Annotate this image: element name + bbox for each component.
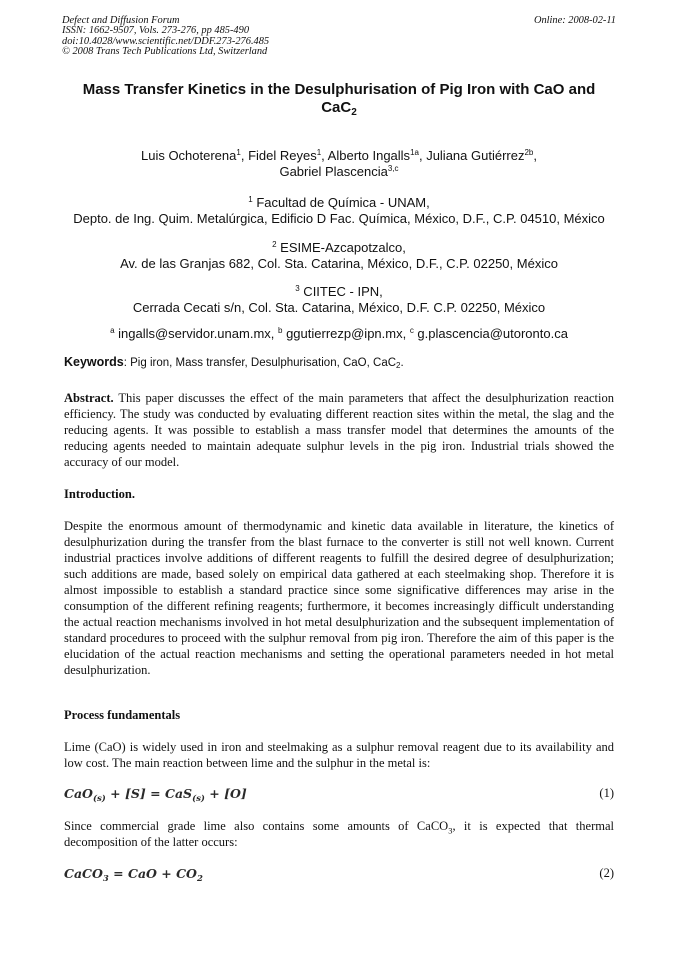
introduction-heading: Introduction. [64, 487, 135, 501]
affiliation-name: Facultad de Química - UNAM, [252, 195, 430, 210]
eq-subscript: 3 [102, 874, 109, 884]
email-address: g.plascencia@utoronto.ca [413, 326, 568, 341]
paper-title [62, 81, 616, 117]
abstract-label: Abstract. [64, 391, 114, 405]
eq-subscript: 2 [196, 874, 203, 884]
affiliation-3 [40, 284, 638, 316]
email-mark: c [409, 326, 414, 335]
author-affil-mark: 1 [316, 148, 322, 157]
eq-term: + [S] = CaS [105, 786, 193, 801]
title-line-1: Mass Transfer Kinetics in the Desulphurisation of Pig Iron with CaO and [82, 81, 596, 98]
equation-2 [64, 866, 614, 886]
introduction-paragraph: Despite the enormous amount of thermodynamic and kinetic data available in literature, the kinetics of desulphurization during the transfer from the blast furnace to the converter is still not well known. Current industrial practices involve additions of different reagents to fulfill the desired degree of desulphurization; such additions are made, based solely on empirical data gathered at each steelmaking shop. Therefore it is almost impossible to establish a standard practice since some significative differences may arise in the consumption of the different refining reagents; furthermore, it becomes increasingly difficult understanding the actual reaction mechanisms involved in hot metal desulphurization and the subsequent implementation of standard procedures to proceed with the sulphur removal from pig iron. Therefore the aim of this paper is the elucidation of the actual reaction mechanisms and setting the operational parameters needed in hot metal desulphurization. [64, 519, 614, 677]
journal-header [62, 16, 616, 58]
journal-name: Defect and Diffusion Forum [62, 15, 180, 26]
affiliation-address: Depto. de Ing. Quim. Metalúrgica, Edificio D Fac. Química, México, D.F., C.P. 04510, México [73, 211, 605, 226]
equation-1-formula [64, 786, 247, 804]
title-subscript: 2 [351, 107, 357, 118]
email-mark: b [278, 326, 283, 335]
paragraph-text: Since commercial grade lime also contains some amounts of CaCO [64, 819, 449, 833]
process-paragraph-1: Lime (CaO) is widely used in iron and steelmaking as a sulphur removal reagent due to its availability and low cost. The main reaction between lime and the sulphur in the metal is: [64, 740, 614, 770]
copyright-line: © 2008 Trans Tech Publications Ltd, Switzerland [62, 46, 268, 58]
email-address: ggutierrezp@ipn.mx, [282, 326, 410, 341]
equation-1-number: (1) [599, 786, 614, 800]
abstract-text: This paper discusses the effect of the main parameters that affect the desulphurization reaction efficiency. The study was conducted by evaluating different reaction sites within the metal, the slag and the reducing agents. It was possible to establish a mass transfer model that determines the amounts of the reducing agents needed to maintain adequate sulphur levels in the pig iron. Industrial trials showed the accuracy of our model. [64, 391, 614, 469]
author-name: , Fidel Reyes [240, 148, 317, 163]
author-list [40, 148, 638, 180]
affiliation-2 [40, 240, 638, 272]
eq-term: = CaO + CO [108, 866, 197, 881]
equation-2-number: (2) [599, 866, 614, 880]
affiliation-name: CIITEC - IPN, [299, 284, 383, 299]
affiliation-address: Cerrada Cecati s/n, Col. Sta. Catarina, México, D.F. C.P. 02250, México [132, 300, 546, 315]
keywords-label: Keywords [64, 355, 124, 369]
affiliation-number: 3 [295, 284, 300, 293]
author-affil-mark: 1a [410, 148, 419, 157]
eq-subscript: (s) [92, 794, 106, 804]
eq-subscript: (s) [192, 794, 205, 804]
author-affil-mark: 1 [236, 148, 241, 157]
keywords-text: : Pig iron, Mass transfer, Desulphurisation, CaO, CaC [123, 357, 397, 369]
affiliation-number: 1 [248, 195, 253, 204]
author-name: Luis Ochoterena [140, 148, 237, 163]
email-list [40, 326, 638, 342]
author-separator: , [533, 148, 537, 163]
keywords-subscript: 2 [396, 361, 401, 370]
eq-term: CaO [64, 786, 93, 801]
email-address: ingalls@servidor.unam.mx, [114, 326, 278, 341]
keywords-line [64, 355, 624, 369]
equation-1 [64, 786, 614, 806]
author-affil-mark: 2b [524, 148, 534, 157]
author-name: Gabriel Plascencia [279, 164, 388, 179]
process-paragraph-2 [64, 818, 614, 850]
eq-term: CaCO [64, 866, 103, 881]
affiliation-address: Av. de las Granjas 682, Col. Sta. Catarina, México, D.F., C.P. 02250, México [120, 256, 558, 271]
affiliation-1 [40, 195, 638, 227]
paragraph-text: , it is expected that thermal decomposition of the latter occurs: [64, 819, 614, 849]
keywords-end: . [400, 357, 404, 369]
abstract-paragraph [64, 390, 614, 470]
paragraph-subscript: 3 [448, 825, 453, 836]
title-line-2: CaC [321, 99, 352, 116]
email-mark: a [110, 326, 115, 335]
issn-line: ISSN: 1662-9507, Vols. 273-276, pp 485-490 [62, 25, 250, 37]
author-affil-mark: 3,c [387, 164, 399, 173]
online-date: Online: 2008-02-11 [533, 15, 616, 26]
equation-2-formula [64, 866, 203, 884]
author-name: , Alberto Ingalls [321, 148, 411, 163]
affiliation-number: 2 [272, 240, 277, 249]
affiliation-name: ESIME-Azcapotzalco, [276, 240, 406, 255]
author-name: , Juliana Gutiérrez [418, 148, 525, 163]
eq-term: + [O] [204, 786, 247, 801]
process-heading: Process fundamentals [64, 708, 181, 722]
doi-line: doi:10.4028/www.scientific.net/DDF.273-276.485 [62, 35, 270, 47]
